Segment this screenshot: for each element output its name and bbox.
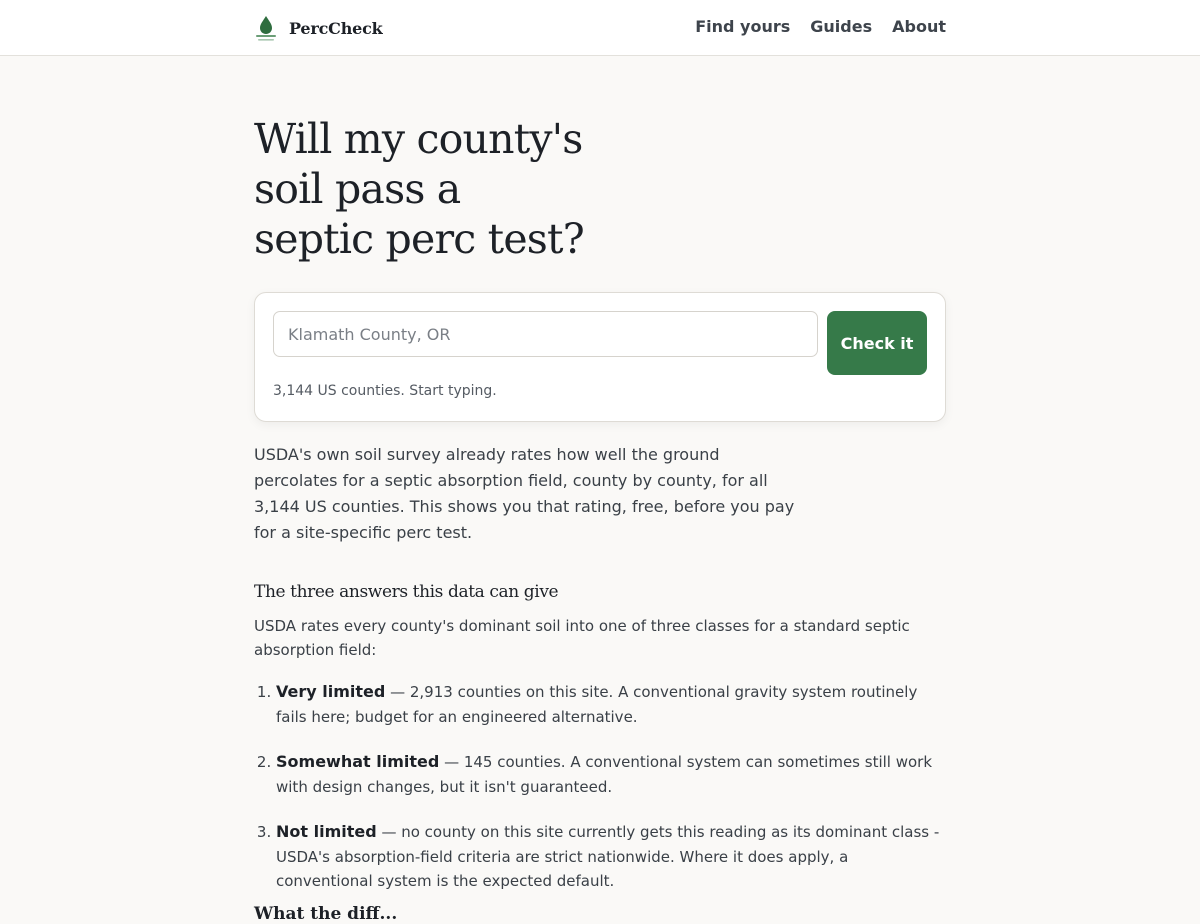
main-content	[254, 56, 946, 924]
soil-class-list	[254, 680, 946, 894]
answers-section-lead: USDA rates every county's dominant soil into one of three classes for a standard septic absorption field:	[254, 617, 910, 659]
page-title	[254, 114, 634, 264]
brand-link[interactable]	[254, 14, 383, 42]
title-line-3: septic perc test?	[254, 215, 584, 263]
list-item	[276, 750, 946, 799]
title-line-2: soil pass a	[254, 165, 461, 213]
check-it-button[interactable]: Check it	[827, 311, 927, 375]
brand-name: PercCheck	[289, 18, 383, 38]
list-item	[276, 680, 946, 729]
nav-about[interactable]: About	[892, 17, 946, 36]
class-desc-very-limited: — 2,913 counties on this site. A conventional gravity system routinely fails here; budget for an engineered alternative.	[276, 683, 918, 726]
answers-section-title: The three answers this data can give	[254, 582, 559, 602]
search-card	[254, 292, 946, 422]
main-nav	[695, 16, 946, 38]
nav-guides[interactable]: Guides	[810, 17, 873, 36]
class-desc-somewhat-limited: — 145 counties. A conventional system can sometimes still work with design changes, but it isn't guaranteed.	[276, 753, 933, 796]
site-header	[0, 0, 1200, 56]
nav-find-yours[interactable]: Find yours	[695, 17, 791, 36]
next-section-title: What the diff...	[254, 904, 398, 924]
class-label-very-limited: Very limited	[276, 682, 386, 701]
intro-paragraph: USDA's own soil survey already rates how well the ground percolates for a septic absorption field, county by county, for all 3,144 US counties. This shows you that rating, free, before you pay for a site-specific perc test.	[254, 445, 795, 542]
county-search-input[interactable]	[273, 311, 818, 357]
class-label-somewhat-limited: Somewhat limited	[276, 752, 440, 771]
list-item	[276, 820, 946, 894]
class-desc-not-limited: — no county on this site currently gets this reading as its dominant class - USDA's absorption-field criteria are strict nationwide. Where it does apply, a conventional system is the expected default.	[276, 823, 940, 890]
search-hint: 3,144 US counties. Start typing.	[273, 383, 497, 399]
title-line-1: Will my county's	[254, 115, 583, 163]
sprout-icon	[254, 14, 278, 42]
class-label-not-limited: Not limited	[276, 822, 377, 841]
